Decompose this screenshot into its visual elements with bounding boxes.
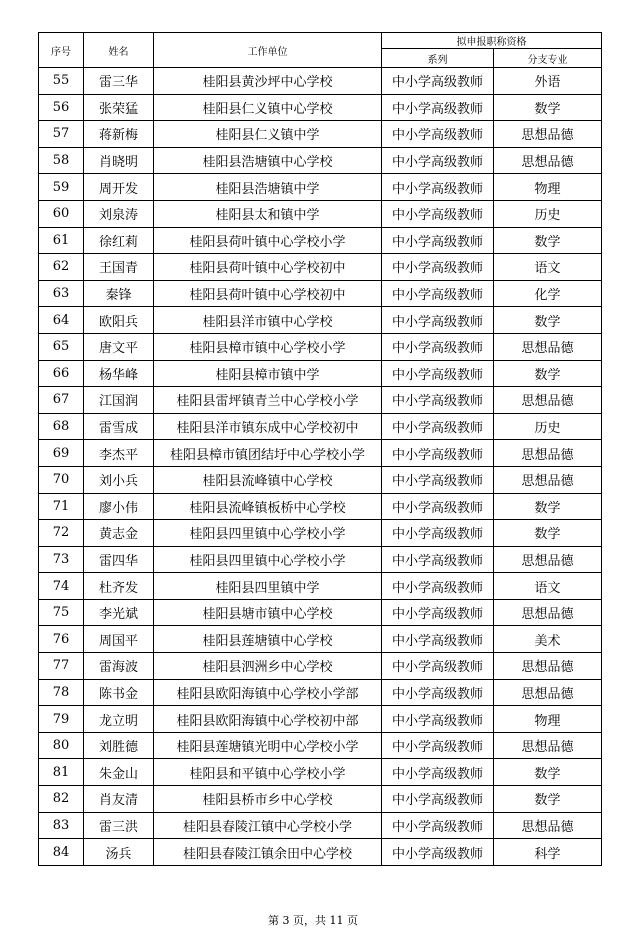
- table-row: [39, 812, 602, 839]
- cell-name: 雷三洪: [84, 812, 154, 839]
- cell-no: 83: [39, 812, 84, 839]
- cell-unit: 桂阳县塘市镇中心学校: [154, 599, 382, 626]
- header-unit: 工作单位: [154, 33, 382, 68]
- cell-subject: 物理: [494, 706, 602, 733]
- cell-no: 79: [39, 706, 84, 733]
- cell-name: 杨华峰: [84, 360, 154, 387]
- cell-no: 68: [39, 413, 84, 440]
- cell-no: 67: [39, 387, 84, 414]
- cell-subject: 思想品德: [494, 387, 602, 414]
- table-row: [39, 94, 602, 121]
- cell-series: 中小学高级教师: [382, 706, 494, 733]
- cell-series: 中小学高级教师: [382, 466, 494, 493]
- cell-series: 中小学高级教师: [382, 786, 494, 813]
- table-row: [39, 626, 602, 653]
- cell-unit: 桂阳县雷坪镇青兰中心学校小学: [154, 387, 382, 414]
- table-row: [39, 573, 602, 600]
- cell-series: 中小学高级教师: [382, 147, 494, 174]
- cell-name: 刘小兵: [84, 466, 154, 493]
- cell-unit: 桂阳县桥市乡中心学校: [154, 786, 382, 813]
- cell-subject: 历史: [494, 413, 602, 440]
- table-row: [39, 147, 602, 174]
- cell-unit: 桂阳县樟市镇中心学校小学: [154, 333, 382, 360]
- table-row: [39, 440, 602, 467]
- cell-subject: 数学: [494, 786, 602, 813]
- cell-unit: 桂阳县仁义镇中学: [154, 121, 382, 148]
- cell-unit: 桂阳县泗洲乡中心学校: [154, 653, 382, 680]
- table-row: [39, 466, 602, 493]
- cell-no: 65: [39, 333, 84, 360]
- cell-no: 81: [39, 759, 84, 786]
- cell-subject: 科学: [494, 839, 602, 866]
- cell-subject: 思想品德: [494, 121, 602, 148]
- cell-name: 李光斌: [84, 599, 154, 626]
- cell-subject: 思想品德: [494, 546, 602, 573]
- cell-subject: 数学: [494, 493, 602, 520]
- cell-name: 徐红莉: [84, 227, 154, 254]
- cell-subject: 思想品德: [494, 599, 602, 626]
- cell-series: 中小学高级教师: [382, 413, 494, 440]
- cell-no: 60: [39, 200, 84, 227]
- table-body: [39, 68, 602, 866]
- cell-series: 中小学高级教师: [382, 174, 494, 201]
- cell-unit: 桂阳县莲塘镇光明中心学校小学: [154, 732, 382, 759]
- cell-series: 中小学高级教师: [382, 599, 494, 626]
- cell-series: 中小学高级教师: [382, 812, 494, 839]
- cell-series: 中小学高级教师: [382, 573, 494, 600]
- cell-subject: 思想品德: [494, 147, 602, 174]
- page-footer: 第 3 页，共 11 页: [268, 914, 358, 927]
- cell-unit: 桂阳县黄沙坪中心学校: [154, 68, 382, 95]
- cell-name: 雷三华: [84, 68, 154, 95]
- cell-unit: 桂阳县和平镇中心学校小学: [154, 759, 382, 786]
- table-row: [39, 759, 602, 786]
- table-row: [39, 706, 602, 733]
- cell-name: 廖小伟: [84, 493, 154, 520]
- cell-unit: 桂阳县樟市镇中学: [154, 360, 382, 387]
- cell-name: 刘泉涛: [84, 200, 154, 227]
- cell-subject: 思想品德: [494, 679, 602, 706]
- cell-no: 76: [39, 626, 84, 653]
- cell-unit: 桂阳县四里镇中心学校小学: [154, 520, 382, 547]
- cell-unit: 桂阳县洋市镇东成中心学校初中: [154, 413, 382, 440]
- table-row: [39, 174, 602, 201]
- cell-series: 中小学高级教师: [382, 387, 494, 414]
- cell-unit: 桂阳县荷叶镇中心学校初中: [154, 254, 382, 281]
- cell-unit: 桂阳县仁义镇中心学校: [154, 94, 382, 121]
- cell-subject: 外语: [494, 68, 602, 95]
- cell-subject: 历史: [494, 200, 602, 227]
- cell-name: 雷海波: [84, 653, 154, 680]
- cell-series: 中小学高级教师: [382, 360, 494, 387]
- table-row: [39, 200, 602, 227]
- cell-subject: 思想品德: [494, 333, 602, 360]
- cell-no: 61: [39, 227, 84, 254]
- table-row: [39, 546, 602, 573]
- cell-unit: 桂阳县洋市镇中心学校: [154, 307, 382, 334]
- cell-unit: 桂阳县流峰镇板桥中心学校: [154, 493, 382, 520]
- cell-name: 雷雪成: [84, 413, 154, 440]
- cell-no: 72: [39, 520, 84, 547]
- table-row: [39, 227, 602, 254]
- cell-subject: 美术: [494, 626, 602, 653]
- table-header: [39, 33, 602, 68]
- table-row: [39, 653, 602, 680]
- cell-no: 71: [39, 493, 84, 520]
- cell-no: 75: [39, 599, 84, 626]
- cell-unit: 桂阳县欧阳海镇中心学校初中部: [154, 706, 382, 733]
- cell-unit: 桂阳县荷叶镇中心学校小学: [154, 227, 382, 254]
- cell-subject: 化学: [494, 280, 602, 307]
- cell-series: 中小学高级教师: [382, 732, 494, 759]
- cell-no: 57: [39, 121, 84, 148]
- cell-unit: 桂阳县浩塘镇中心学校: [154, 147, 382, 174]
- cell-subject: 数学: [494, 360, 602, 387]
- header-group-title: 拟申报职称资格: [382, 33, 602, 49]
- cell-subject: 数学: [494, 94, 602, 121]
- cell-name: 刘胜德: [84, 732, 154, 759]
- cell-subject: 数学: [494, 307, 602, 334]
- table-row: [39, 839, 602, 866]
- cell-series: 中小学高级教师: [382, 653, 494, 680]
- table-row: [39, 413, 602, 440]
- cell-name: 王国青: [84, 254, 154, 281]
- cell-name: 汤兵: [84, 839, 154, 866]
- cell-subject: 思想品德: [494, 812, 602, 839]
- cell-name: 周开发: [84, 174, 154, 201]
- cell-no: 55: [39, 68, 84, 95]
- cell-series: 中小学高级教师: [382, 333, 494, 360]
- cell-unit: 桂阳县欧阳海镇中心学校小学部: [154, 679, 382, 706]
- cell-series: 中小学高级教师: [382, 679, 494, 706]
- cell-name: 雷四华: [84, 546, 154, 573]
- cell-series: 中小学高级教师: [382, 254, 494, 281]
- cell-no: 59: [39, 174, 84, 201]
- table-row: [39, 679, 602, 706]
- cell-name: 秦锋: [84, 280, 154, 307]
- cell-subject: 数学: [494, 520, 602, 547]
- cell-no: 69: [39, 440, 84, 467]
- cell-unit: 桂阳县莲塘镇中心学校: [154, 626, 382, 653]
- cell-subject: 思想品德: [494, 466, 602, 493]
- cell-name: 朱金山: [84, 759, 154, 786]
- cell-no: 64: [39, 307, 84, 334]
- cell-name: 江国润: [84, 387, 154, 414]
- cell-unit: 桂阳县樟市镇团结圩中心学校小学: [154, 440, 382, 467]
- cell-unit: 桂阳县四里镇中学: [154, 573, 382, 600]
- table-row: [39, 786, 602, 813]
- cell-subject: 语文: [494, 573, 602, 600]
- cell-no: 84: [39, 839, 84, 866]
- cell-subject: 语文: [494, 254, 602, 281]
- cell-no: 63: [39, 280, 84, 307]
- table-row: [39, 520, 602, 547]
- cell-name: 黄志金: [84, 520, 154, 547]
- cell-no: 77: [39, 653, 84, 680]
- cell-no: 58: [39, 147, 84, 174]
- cell-unit: 桂阳县春陵江镇中心学校小学: [154, 812, 382, 839]
- cell-name: 杜齐发: [84, 573, 154, 600]
- cell-subject: 思想品德: [494, 440, 602, 467]
- header-series: 系列: [382, 49, 494, 68]
- cell-name: 周国平: [84, 626, 154, 653]
- cell-unit: 桂阳县荷叶镇中心学校初中: [154, 280, 382, 307]
- cell-unit: 桂阳县浩塘镇中学: [154, 174, 382, 201]
- table-row: [39, 254, 602, 281]
- cell-series: 中小学高级教师: [382, 493, 494, 520]
- cell-name: 欧阳兵: [84, 307, 154, 334]
- cell-no: 80: [39, 732, 84, 759]
- cell-no: 66: [39, 360, 84, 387]
- cell-name: 陈书金: [84, 679, 154, 706]
- cell-series: 中小学高级教师: [382, 440, 494, 467]
- header-subject: 分支专业: [494, 49, 602, 68]
- cell-no: 74: [39, 573, 84, 600]
- cell-unit: 桂阳县流峰镇中心学校: [154, 466, 382, 493]
- cell-series: 中小学高级教师: [382, 520, 494, 547]
- cell-series: 中小学高级教师: [382, 121, 494, 148]
- cell-no: 70: [39, 466, 84, 493]
- table-row: [39, 360, 602, 387]
- cell-series: 中小学高级教师: [382, 626, 494, 653]
- cell-subject: 物理: [494, 174, 602, 201]
- cell-name: 肖友清: [84, 786, 154, 813]
- cell-series: 中小学高级教师: [382, 94, 494, 121]
- cell-subject: 思想品德: [494, 653, 602, 680]
- cell-series: 中小学高级教师: [382, 839, 494, 866]
- cell-series: 中小学高级教师: [382, 280, 494, 307]
- table-row: [39, 68, 602, 95]
- table-row: [39, 121, 602, 148]
- cell-subject: 数学: [494, 759, 602, 786]
- table-row: [39, 307, 602, 334]
- cell-no: 62: [39, 254, 84, 281]
- cell-no: 56: [39, 94, 84, 121]
- cell-unit: 桂阳县四里镇中心学校小学: [154, 546, 382, 573]
- cell-series: 中小学高级教师: [382, 200, 494, 227]
- header-name: 姓名: [84, 33, 154, 68]
- cell-name: 唐文平: [84, 333, 154, 360]
- cell-unit: 桂阳县春陵江镇余田中心学校: [154, 839, 382, 866]
- cell-no: 78: [39, 679, 84, 706]
- cell-series: 中小学高级教师: [382, 759, 494, 786]
- table-row: [39, 387, 602, 414]
- table-row: [39, 493, 602, 520]
- table-row: [39, 280, 602, 307]
- cell-name: 李杰平: [84, 440, 154, 467]
- roster-table: [38, 32, 602, 866]
- cell-series: 中小学高级教师: [382, 68, 494, 95]
- cell-no: 73: [39, 546, 84, 573]
- cell-subject: 思想品德: [494, 732, 602, 759]
- cell-no: 82: [39, 786, 84, 813]
- cell-series: 中小学高级教师: [382, 307, 494, 334]
- cell-name: 蒋新梅: [84, 121, 154, 148]
- table-row: [39, 732, 602, 759]
- cell-subject: 数学: [494, 227, 602, 254]
- header-no: 序号: [39, 33, 84, 68]
- cell-name: 肖晓明: [84, 147, 154, 174]
- table-row: [39, 599, 602, 626]
- cell-name: 龙立明: [84, 706, 154, 733]
- cell-series: 中小学高级教师: [382, 546, 494, 573]
- cell-unit: 桂阳县太和镇中学: [154, 200, 382, 227]
- cell-series: 中小学高级教师: [382, 227, 494, 254]
- table-row: [39, 333, 602, 360]
- cell-name: 张荣猛: [84, 94, 154, 121]
